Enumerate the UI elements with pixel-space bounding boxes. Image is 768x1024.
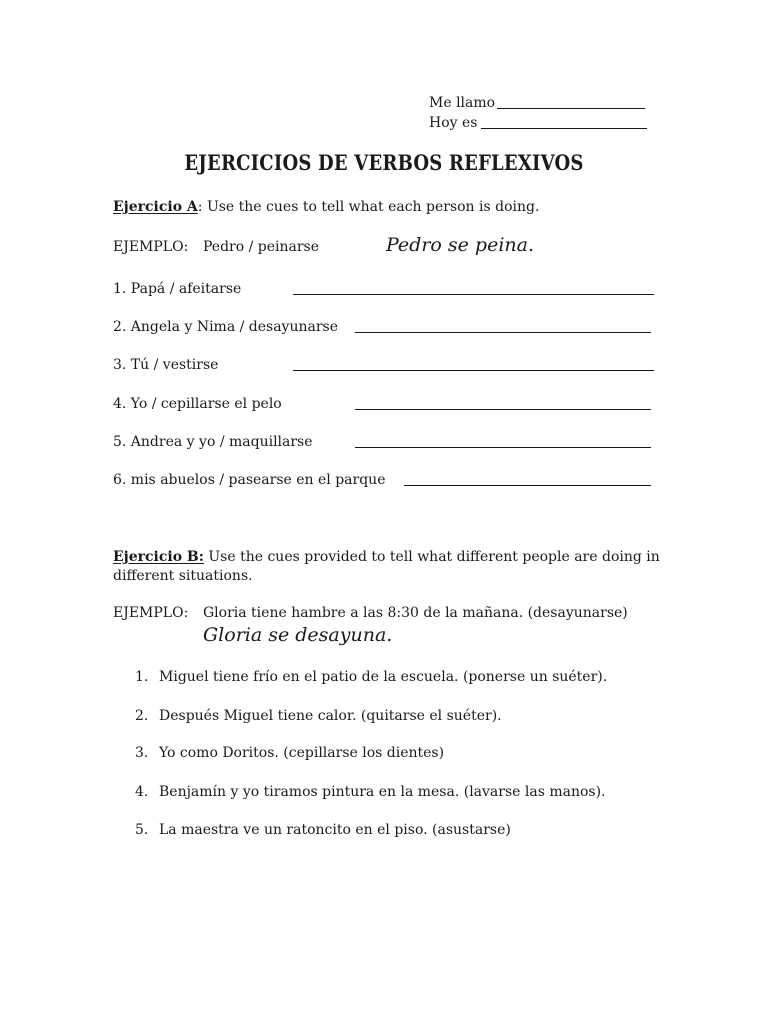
exercise-a-answer-blank-3[interactable]	[293, 370, 654, 371]
exercise-b-item-1: Miguel tiene frío en el patio de la escuela. (ponerse un suéter).	[159, 669, 608, 685]
exercise-b-example-answer: Gloria se desayuna.	[203, 624, 393, 646]
exercise-a-label: Ejercicio A	[113, 199, 198, 215]
exercise-a-answer-blank-6[interactable]	[404, 485, 651, 486]
exercise-a-item-2: 2. Angela y Nima / desayunarse	[113, 319, 339, 335]
exercise-a-answer-blank-5[interactable]	[355, 447, 651, 448]
date-blank	[481, 128, 647, 129]
exercise-b-item-5: La maestra ve un ratoncito en el piso. (asustarse)	[159, 822, 511, 838]
exercise-a-example-cue: Pedro / peinarse	[203, 239, 320, 255]
exercise-a-answer-blank-2[interactable]	[355, 332, 651, 333]
exercise-a-example-label: EJEMPLO:	[113, 239, 189, 255]
exercise-a-item-4: 4. Yo / cepillarse el pelo	[113, 396, 282, 412]
exercise-b-item-4: Benjamín y yo tiramos pintura en la mesa. (lavarse las manos).	[159, 784, 606, 800]
exercise-a-item-3: 3. Tú / vestirse	[113, 357, 219, 373]
exercise-b-item-2: Después Miguel tiene calor. (quitarse el suéter).	[159, 708, 502, 724]
exercise-b-example-cue: Gloria tiene hambre a las 8:30 de la mañana. (desayunarse)	[203, 605, 628, 621]
exercise-a-item-5: 5. Andrea y yo / maquillarse	[113, 434, 313, 450]
exercise-a-example-answer: Pedro se peina.	[386, 234, 535, 256]
exercise-b-item-number-2: 2.	[135, 708, 149, 724]
exercise-b-instructions: Use the cues provided to tell what different people are doing in different situations.	[113, 549, 660, 584]
exercise-b-item-number-5: 5.	[135, 822, 149, 838]
exercise-a-item-1: 1. Papá / afeitarse	[113, 281, 242, 297]
exercise-b-item-3: Yo como Doritos. (cepillarse los dientes)	[159, 745, 445, 761]
exercise-b-label: Ejercicio B:	[113, 549, 204, 565]
page-title: EJERCICIOS DE VERBOS REFLEXIVOS	[184, 150, 584, 175]
exercise-b-example-label: EJEMPLO:	[113, 605, 189, 621]
exercise-a-answer-blank-1[interactable]	[293, 294, 654, 295]
exercise-a-item-6: 6. mis abuelos / pasearse en el parque	[113, 472, 386, 488]
exercise-a-instructions: : Use the cues to tell what each person is doing.	[197, 199, 540, 215]
name-label: Me llamo	[429, 95, 496, 111]
exercise-b-heading	[113, 548, 661, 586]
exercise-b-item-number-4: 4.	[135, 784, 149, 800]
date-label: Hoy es	[429, 115, 478, 131]
exercise-a-answer-blank-4[interactable]	[355, 409, 651, 410]
exercise-b-item-number-1: 1.	[135, 669, 149, 685]
exercise-b-item-number-3: 3.	[135, 745, 149, 761]
exercise-a-heading	[113, 198, 539, 216]
name-blank	[497, 108, 645, 109]
